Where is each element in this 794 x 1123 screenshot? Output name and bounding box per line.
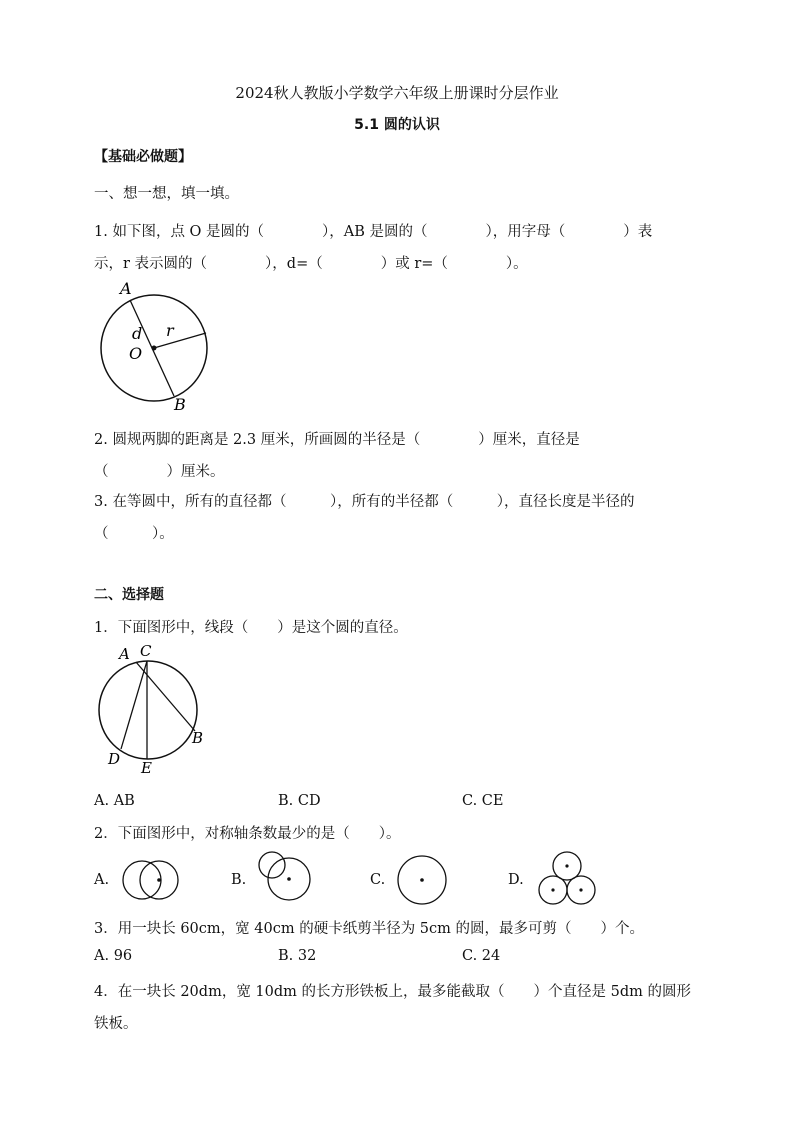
question-1-line2: 示，r 表示圆的（ ），d=（ ）或 r=（ ）。 [94,256,528,272]
q2-option-d-letter: D. [508,872,524,888]
q3-option-b: B. 32 [278,948,317,964]
q2-option-b-letter: B. [231,872,247,888]
fig2-label-c: C [140,642,152,660]
q2-option-a-letter: A. [94,872,110,888]
circle-figure-2 [96,640,216,780]
q1-option-a: A. AB [94,793,135,809]
q3-option-a: A. 96 [94,948,133,964]
choice-question-2: 2．下面图形中，对称轴条数最少的是（ ）。 [94,826,401,842]
fig1-label-r: r [166,321,174,340]
part2-heading: 二、选择题 [94,587,164,603]
q3-option-c: C. 24 [462,948,501,964]
fig2-label-d: D [108,750,121,768]
fig2-label-b: B [192,729,204,747]
page-title: 2024秋人教版小学数学六年级上册课时分层作业 [235,84,559,102]
choice-question-4-line1: 4．在一块长 20dm，宽 10dm 的长方形铁板上，最多能截取（ ）个直径是 5dm 的圆形 [94,984,691,1000]
fig1-label-b: B [174,395,186,414]
question-3-line2: （ ）。 [94,526,174,542]
section-basic-heading: 【基础必做题】 [94,149,192,165]
question-2-line2: （ ）厘米。 [94,464,225,480]
choice-question-1: 1．下面图形中，线段（ ）是这个圆的直径。 [94,620,408,636]
question-1-line1: 1. 如下图，点 O 是圆的（ ），AB 是圆的（ ），用字母（ ）表 [94,224,653,240]
question-3-line1: 3. 在等圆中，所有的直径都（ ），所有的半径都（ ），直径长度是半径的 [94,494,635,510]
q2-option-a-figure [120,854,182,906]
part1-heading: 一、想一想，填一填。 [94,186,239,202]
choice-question-4-line2: 铁板。 [94,1016,138,1032]
q2-option-c-letter: C. [370,872,386,888]
lesson-subtitle: 5.1 圆的认识 [354,117,440,133]
fig1-label-o: O [129,344,143,363]
q2-option-b-figure [256,850,318,902]
q1-option-c: C. CE [462,793,504,809]
q1-option-b: B. CD [278,793,321,809]
choice-question-3: 3．用一块长 60cm，宽 40cm 的硬卡纸剪半径为 5cm 的圆，最多可剪（ ）个。 [94,921,645,937]
fig1-label-a: A [120,279,132,298]
fig2-label-a: A [119,645,130,663]
circle-figure-1 [92,278,222,418]
fig1-label-d: d [132,324,143,343]
q2-option-c-figure [394,852,450,908]
fig2-label-e: E [141,759,152,777]
q2-option-d-figure [534,846,600,908]
question-2-line1: 2. 圆规两脚的距离是 2.3 厘米，所画圆的半径是（ ）厘米，直径是 [94,432,580,448]
